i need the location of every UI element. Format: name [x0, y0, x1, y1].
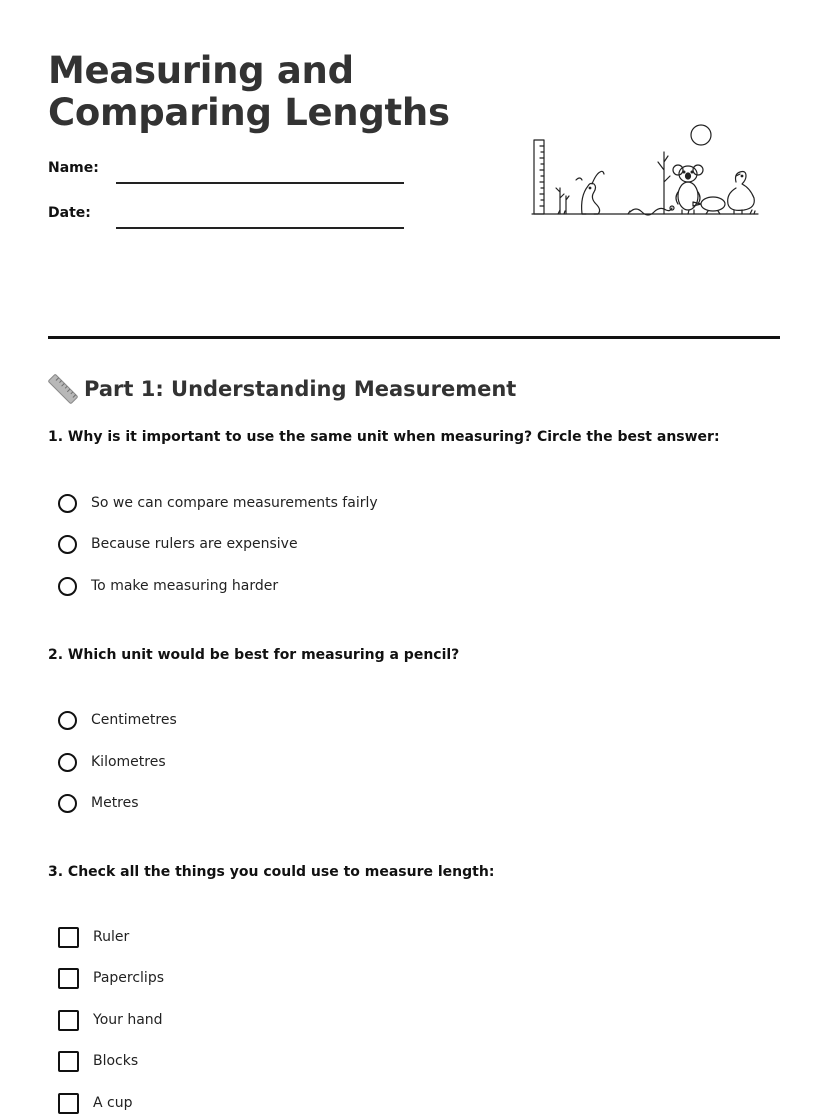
radio-button[interactable]	[58, 753, 77, 772]
question-1: 1. Why is it important to use the same unit when measuring? Circle the best answer:	[48, 429, 720, 445]
option-label: A cup	[93, 1095, 133, 1111]
checkbox[interactable]	[58, 1010, 79, 1031]
question-3: 3. Check all the things you could use to measure length:	[48, 864, 495, 880]
q2-option-1[interactable]	[58, 708, 177, 732]
radio-button[interactable]	[58, 711, 77, 730]
q3-option-1[interactable]	[58, 925, 129, 949]
option-label: Metres	[91, 795, 139, 811]
option-label: Paperclips	[93, 970, 164, 986]
radio-button[interactable]	[58, 494, 77, 513]
title-line-2: Comparing Lengths	[48, 91, 450, 134]
q2-option-3[interactable]	[58, 791, 139, 815]
option-label: So we can compare measurements fairly	[91, 495, 378, 511]
option-label: Centimetres	[91, 712, 177, 728]
checkbox[interactable]	[58, 1093, 79, 1114]
australian-animals-measuring-illustration	[528, 122, 762, 222]
checkbox[interactable]	[58, 968, 79, 989]
title-line-1: Measuring and	[48, 49, 354, 92]
q3-option-4[interactable]	[58, 1049, 138, 1073]
option-label: Because rulers are expensive	[91, 536, 298, 552]
q1-option-2[interactable]	[58, 532, 298, 556]
radio-button[interactable]	[58, 577, 77, 596]
option-label: Blocks	[93, 1053, 139, 1069]
checkbox[interactable]	[58, 1051, 79, 1072]
q1-option-1[interactable]	[58, 491, 378, 515]
section-divider	[48, 336, 780, 339]
page-title	[48, 50, 450, 134]
name-line[interactable]	[116, 182, 404, 184]
date-line[interactable]	[116, 227, 404, 229]
date-label: Date:	[48, 205, 91, 221]
name-label: Name:	[48, 160, 99, 176]
q3-option-3[interactable]	[58, 1008, 163, 1032]
question-2: 2. Which unit would be best for measuring a pencil?	[48, 647, 460, 663]
part1-heading	[48, 374, 516, 404]
q2-option-2[interactable]	[58, 750, 166, 774]
date-field[interactable]	[48, 205, 408, 229]
option-label: Your hand	[93, 1012, 163, 1028]
part1-heading-text: Part 1: Understanding Measurement	[84, 377, 517, 401]
checkbox[interactable]	[58, 927, 79, 948]
q3-option-5[interactable]	[58, 1091, 132, 1115]
option-label: Kilometres	[91, 754, 166, 770]
q1-option-3[interactable]	[58, 574, 278, 598]
option-label: To make measuring harder	[91, 578, 279, 594]
name-field[interactable]	[48, 160, 408, 184]
q3-option-2[interactable]	[58, 966, 164, 990]
ruler-icon	[48, 374, 78, 404]
option-label: Ruler	[93, 929, 130, 945]
radio-button[interactable]	[58, 794, 77, 813]
radio-button[interactable]	[58, 535, 77, 554]
